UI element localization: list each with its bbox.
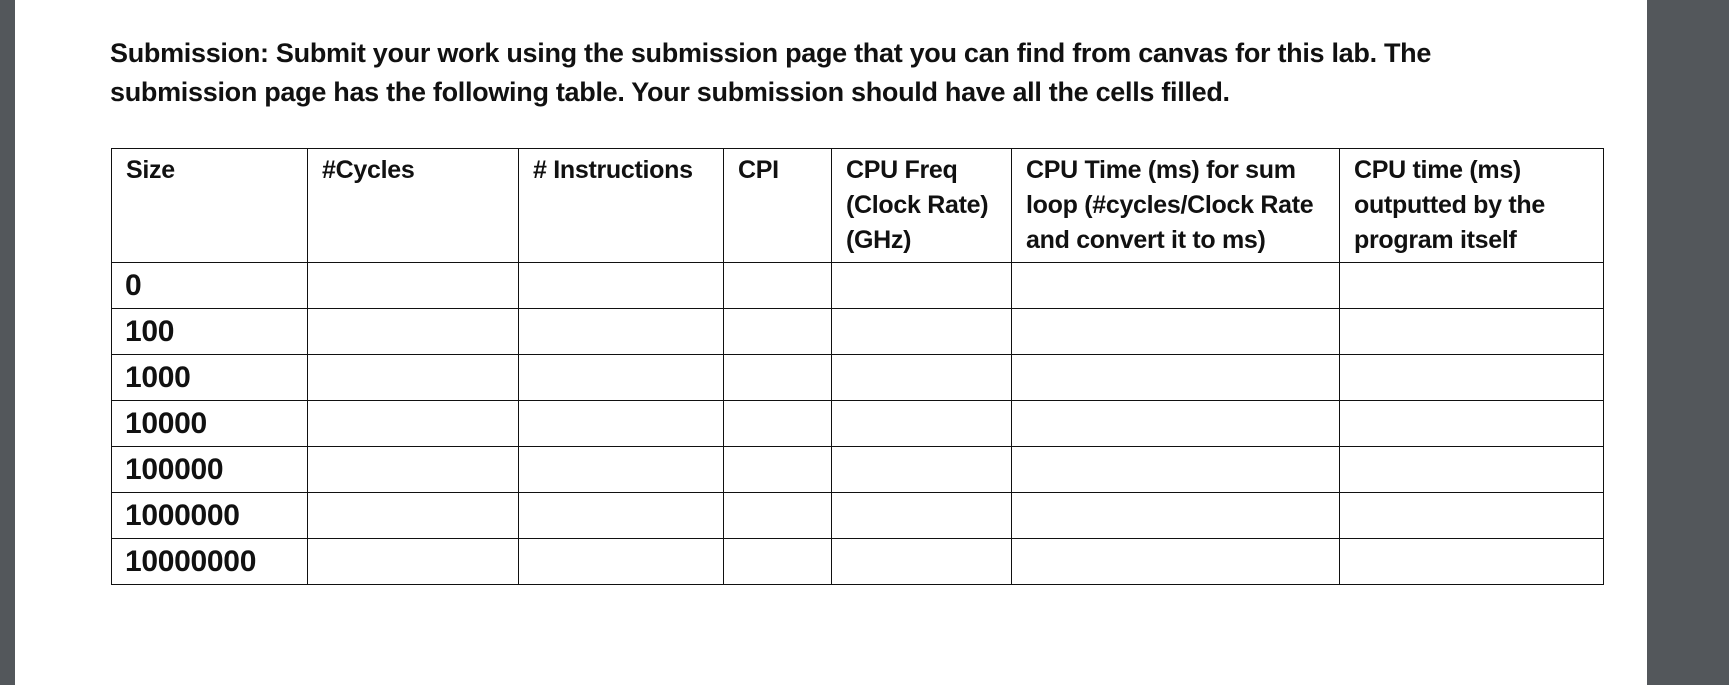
cell-cpi <box>724 447 832 493</box>
cell-cpu-time-program <box>1340 401 1604 447</box>
cell-cycles <box>308 401 519 447</box>
table-row <box>112 401 1604 447</box>
cell-instructions <box>519 355 724 401</box>
cell-size: 100000 <box>112 447 308 493</box>
header-cycles: #Cycles <box>308 149 519 263</box>
header-cpu-freq: CPU Freq (Clock Rate) (GHz) <box>832 149 1012 263</box>
cell-cpu-time-program <box>1340 309 1604 355</box>
cell-cpi <box>724 263 832 309</box>
document-page <box>15 0 1647 685</box>
cell-cpu-time-program <box>1340 447 1604 493</box>
cell-cpu-freq <box>832 355 1012 401</box>
cell-cpi <box>724 309 832 355</box>
cell-cpu-time-program <box>1340 493 1604 539</box>
cell-cpi <box>724 355 832 401</box>
cell-cpu-time-computed <box>1012 493 1340 539</box>
cell-cpu-freq <box>832 493 1012 539</box>
table-row <box>112 447 1604 493</box>
cell-size: 10000000 <box>112 539 308 585</box>
cell-instructions <box>519 493 724 539</box>
cell-cpu-freq <box>832 401 1012 447</box>
submission-instructions: Submission: Submit your work using the submission page that you can find from canvas for this lab. The submission page has the following table. Your submission should have all the cells filled. <box>110 38 1432 107</box>
cell-cpu-freq <box>832 309 1012 355</box>
header-cpu-time-computed: CPU Time (ms) for sum loop (#cycles/Clock Rate and convert it to ms) <box>1012 149 1340 263</box>
cell-cpu-time-program <box>1340 355 1604 401</box>
table-row <box>112 493 1604 539</box>
cell-cpu-time-computed <box>1012 309 1340 355</box>
cell-instructions <box>519 309 724 355</box>
cell-cpu-freq <box>832 447 1012 493</box>
cell-cpi <box>724 493 832 539</box>
cell-size: 1000 <box>112 355 308 401</box>
cell-cpu-freq <box>832 263 1012 309</box>
cell-cpu-time-program <box>1340 539 1604 585</box>
cell-cpu-freq <box>832 539 1012 585</box>
cell-size: 10000 <box>112 401 308 447</box>
cell-cycles <box>308 355 519 401</box>
cell-cycles <box>308 539 519 585</box>
cell-cycles <box>308 493 519 539</box>
header-cpu-time-program: CPU time (ms) outputted by the program itself <box>1340 149 1604 263</box>
cell-cycles <box>308 263 519 309</box>
cell-cpu-time-computed <box>1012 539 1340 585</box>
table-row <box>112 539 1604 585</box>
cell-size: 100 <box>112 309 308 355</box>
cell-cpi <box>724 401 832 447</box>
cell-cpu-time-computed <box>1012 401 1340 447</box>
cell-cpu-time-program <box>1340 263 1604 309</box>
cell-instructions <box>519 447 724 493</box>
header-cpi: CPI <box>724 149 832 263</box>
submission-table <box>111 148 1604 585</box>
header-size: Size <box>112 149 308 263</box>
cell-cpu-time-computed <box>1012 263 1340 309</box>
cell-instructions <box>519 263 724 309</box>
cell-cpi <box>724 539 832 585</box>
header-instructions: # Instructions <box>519 149 724 263</box>
table-row <box>112 355 1604 401</box>
cell-size: 1000000 <box>112 493 308 539</box>
table-header-row <box>112 149 1604 263</box>
cell-cycles <box>308 447 519 493</box>
cell-cpu-time-computed <box>1012 447 1340 493</box>
table-row <box>112 309 1604 355</box>
cell-cpu-time-computed <box>1012 355 1340 401</box>
cell-instructions <box>519 539 724 585</box>
table-row <box>112 263 1604 309</box>
cell-cycles <box>308 309 519 355</box>
cell-size: 0 <box>112 263 308 309</box>
cell-instructions <box>519 401 724 447</box>
